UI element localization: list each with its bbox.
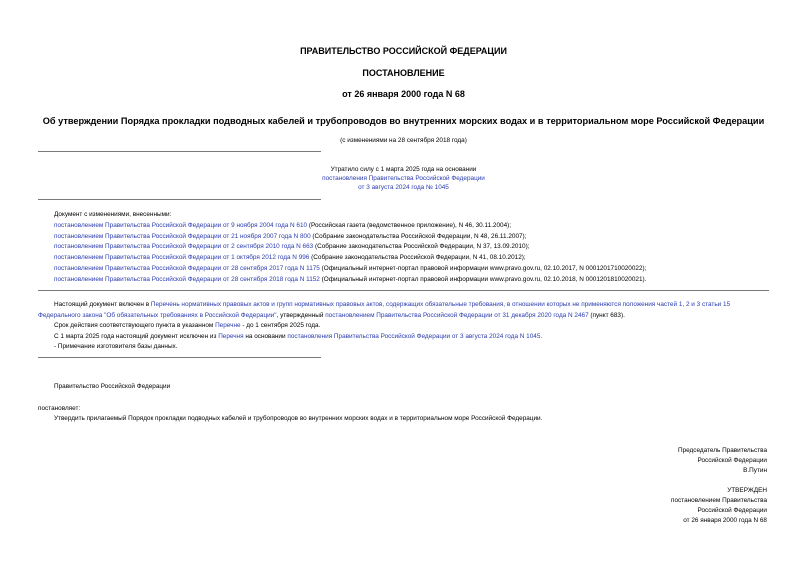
change-source: (Официальный интернет-портал правовой информации www.pravo.gov.ru, 02.10.2017, N 0001201710020022); bbox=[319, 265, 647, 272]
separator-3 bbox=[38, 290, 769, 291]
change-item bbox=[54, 253, 526, 262]
signature-org: Российской Федерации bbox=[697, 457, 767, 464]
change-link[interactable]: постановлением Правительства Российской Федерации от 2 сентября 2010 года N 663 bbox=[54, 243, 314, 250]
resolution-2467-link[interactable]: постановлением Правительства Российской Федерации от 31 декабря 2020 года N 2467 bbox=[325, 311, 589, 319]
document-title: Об утверждении Порядка прокладки подводных кабелей и трубопроводов во внутренних морских водах и в территориальном море Российской Федерации bbox=[42, 116, 765, 126]
list-link[interactable]: Перечень нормативных правовых актов и групп нормативных правовых актов, содержащих обязательные требования, в отношении которых не применяются положения частей 1, 2 и 3 статьи 15 Федерального закона "Об обязательных требованиях в Российской Федерации" bbox=[38, 301, 731, 319]
note-paragraph: Срок действия соответствующего пункта в указанном Перечне - до 1 сентября 2025 года. bbox=[54, 322, 321, 329]
changes-intro: Документ с изменениями, внесенными: bbox=[54, 211, 172, 218]
approved-by: постановлением Правительства bbox=[671, 497, 767, 504]
change-source: (Собрание законодательства Российской Федерации, N 48, 26.11.2007); bbox=[310, 233, 527, 240]
change-link[interactable]: постановлением Правительства Российской Федерации от 28 сентября 2017 года N 1175 bbox=[54, 265, 320, 272]
resolution-1045-link[interactable]: постановления Правительства Российской Федерации от 3 августа 2024 года N 1045 bbox=[287, 332, 541, 340]
separator-1 bbox=[38, 151, 321, 152]
database-note: - Примечание изготовителя базы данных. bbox=[54, 343, 178, 350]
government-line: Правительство Российской Федерации bbox=[54, 383, 171, 390]
org-heading: ПРАВИТЕЛЬСТВО РОССИЙСКОЙ ФЕДЕРАЦИИ bbox=[300, 46, 507, 56]
change-source: (Собрание законодательства Российской Федерации, N 41, 08.10.2012); bbox=[309, 254, 526, 261]
change-item bbox=[54, 275, 646, 284]
amendment-note: (с изменениями на 28 сентября 2018 года) bbox=[340, 137, 467, 144]
change-item bbox=[54, 221, 511, 230]
approved-block bbox=[671, 486, 767, 526]
change-source: (Официальный интернет-портал правовой информации www.pravo.gov.ru, 02.10.2018, N 0001201810020021). bbox=[319, 276, 647, 283]
change-item bbox=[54, 242, 530, 251]
approved-org: Российской Федерации bbox=[697, 507, 767, 514]
change-source: (Собрание законодательства Российской Федерации, N 37, 13.09.2010); bbox=[313, 243, 530, 250]
doc-type-heading: ПОСТАНОВЛЕНИЕ bbox=[362, 68, 445, 78]
separator-2 bbox=[38, 199, 321, 200]
approved-date: от 26 января 2000 года N 68 bbox=[683, 517, 767, 524]
change-link[interactable]: постановлением Правительства Российской Федерации от 28 сентября 2018 года N 1152 bbox=[54, 276, 320, 283]
note-paragraph: Настоящий документ включен в Перечень нормативных правовых актов и групп нормативных правовых актов, содержащих обязательные требования, в отношении которых не применяются положения частей 1, 2 и 3 статьи 15 Федерального закона "Об обязательных требованиях в Российской Федерации", утвержденный постановлением Правительства Российской Федерации от 31 декабря 2020 года N 2467 (пункт 683). bbox=[38, 301, 731, 319]
separator-4 bbox=[38, 357, 321, 358]
change-source: (Российская газета (ведомственное приложение), N 46, 30.11.2004); bbox=[307, 222, 512, 229]
lost-force-link-1[interactable]: постановления Правительства Российской Федерации bbox=[322, 175, 485, 182]
lost-force-line: Утратило силу с 1 марта 2025 года на основании bbox=[330, 166, 477, 173]
note-paragraph: С 1 марта 2025 года настоящий документ исключен из Перечня на основании постановления Правительства Российской Федерации от 3 августа 2024 года N 1045. bbox=[54, 332, 543, 340]
change-link[interactable]: постановлением Правительства Российской Федерации от 1 октября 2012 года N 996 bbox=[54, 254, 310, 261]
approved-heading: УТВЕРЖДЕН bbox=[727, 487, 767, 494]
change-item bbox=[54, 264, 646, 273]
resolves-line: постановляет: bbox=[38, 405, 81, 412]
notes-block bbox=[38, 300, 771, 353]
change-link[interactable]: постановлением Правительства Российской Федерации от 9 ноября 2004 года N 610 bbox=[54, 222, 308, 229]
approve-paragraph: Утвердить прилагаемый Порядок прокладки подводных кабелей и трубопроводов во внутренних морских водах и в территориальном море Российской Федерации. bbox=[54, 415, 543, 422]
signature-title: Председатель Правительства bbox=[678, 447, 767, 454]
list-link-exclusion[interactable]: Перечня bbox=[218, 332, 244, 340]
signature-block bbox=[678, 446, 767, 476]
change-link[interactable]: постановлением Правительства Российской Федерации от 21 ноября 2007 года N 800 bbox=[54, 233, 311, 240]
signature-name: В.Путин bbox=[743, 467, 767, 474]
change-item bbox=[54, 232, 526, 241]
list-link-short[interactable]: Перечне bbox=[215, 322, 241, 329]
lost-force-link-2[interactable]: от 3 августа 2024 года № 1045 bbox=[358, 184, 449, 191]
date-number-heading: от 26 января 2000 года N 68 bbox=[342, 89, 465, 99]
